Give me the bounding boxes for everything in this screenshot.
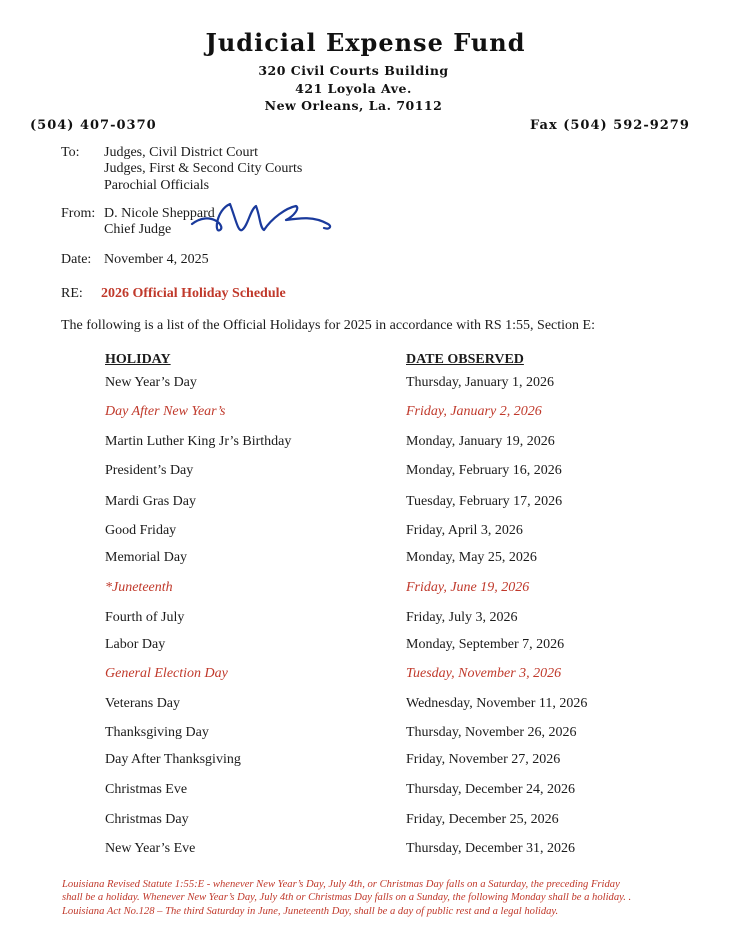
statute-footnote: Louisiana Revised Statute 1:55:E - whenever New Year’s Day, July 4th, or Christmas Day falls on a Saturday, the preceding Friday shall be a holiday. Whenever New Year’s Day, July 4th or Christmas Day falls on a Sunday, the following Monday shall be a holiday. . Louisiana Act No.128 – The third Saturday in June, Juneteenth Day, shall be a day of public rest and a legal holiday. (62, 879, 632, 917)
holiday-name: Good Friday (105, 523, 177, 538)
holiday-name: Fourth of July (105, 610, 185, 625)
organization-name: Judicial Expense Fund (205, 28, 526, 57)
intro-paragraph: The following is a list of the Official Holidays for 2025 in accordance with RS 1:55, Section E: (61, 318, 595, 333)
re-subject: 2026 Official Holiday Schedule (101, 286, 286, 301)
signature (190, 196, 340, 242)
holiday-name: *Juneteenth (105, 580, 173, 595)
holiday-date: Thursday, January 1, 2026 (406, 375, 555, 390)
date-label: Date: (61, 252, 92, 267)
holiday-name: Labor Day (105, 637, 166, 652)
holiday-name: General Election Day (105, 666, 228, 681)
to-line-3: Parochial Officials (104, 178, 210, 193)
holiday-name: Memorial Day (105, 550, 188, 565)
to-line-2: Judges, First & Second City Courts (104, 161, 303, 176)
holiday-name: New Year’s Eve (105, 841, 196, 856)
to-label: To: (61, 145, 80, 160)
date-column-header: DATE OBSERVED (406, 352, 524, 367)
holiday-name: Veterans Day (105, 696, 181, 711)
holiday-date: Friday, January 2, 2026 (406, 404, 542, 419)
holiday-name: Day After New Year’s (105, 404, 226, 419)
holiday-name: New Year’s Day (105, 375, 197, 390)
holiday-date: Monday, February 16, 2026 (406, 463, 562, 478)
holiday-name: Christmas Eve (105, 782, 188, 797)
address-line-2: 421 Loyola Ave. (295, 81, 412, 96)
from-label: From: (61, 206, 96, 221)
holiday-date: Friday, July 3, 2026 (406, 610, 518, 625)
to-line-1: Judges, Civil District Court (104, 145, 258, 160)
holiday-date: Friday, June 19, 2026 (406, 580, 530, 595)
holiday-date: Friday, April 3, 2026 (406, 523, 523, 538)
phone-number: (504) 407-0370 (30, 118, 157, 133)
holiday-date: Thursday, November 26, 2026 (406, 725, 577, 740)
holiday-name: Christmas Day (105, 812, 189, 827)
holiday-date: Wednesday, November 11, 2026 (406, 696, 588, 711)
from-line-1: D. Nicole Sheppard (104, 206, 215, 221)
holiday-name: President’s Day (105, 463, 194, 478)
address-line-3: New Orleans, La. 70112 (264, 98, 443, 113)
holiday-date: Friday, November 27, 2026 (406, 752, 561, 767)
holiday-date: Tuesday, November 3, 2026 (406, 666, 562, 681)
holiday-date: Monday, January 19, 2026 (406, 434, 555, 449)
holiday-name: Martin Luther King Jr’s Birthday (105, 434, 292, 449)
holiday-date: Tuesday, February 17, 2026 (406, 494, 563, 509)
from-line-2: Chief Judge (104, 222, 172, 237)
fax-number: Fax (504) 592-9279 (530, 118, 690, 133)
holiday-date: Friday, December 25, 2026 (406, 812, 559, 827)
holiday-name: Day After Thanksgiving (105, 752, 241, 767)
holiday-name: Mardi Gras Day (105, 494, 196, 509)
holiday-date: Thursday, December 24, 2026 (406, 782, 575, 797)
date-value: November 4, 2025 (104, 252, 209, 267)
holiday-column-header: HOLIDAY (105, 352, 171, 367)
holiday-name: Thanksgiving Day (105, 725, 209, 740)
re-label: RE: (61, 286, 83, 301)
holiday-date: Monday, September 7, 2026 (406, 637, 565, 652)
holiday-date: Monday, May 25, 2026 (406, 550, 537, 565)
holiday-date: Thursday, December 31, 2026 (406, 841, 575, 856)
address-line-1: 320 Civil Courts Building (258, 63, 449, 78)
